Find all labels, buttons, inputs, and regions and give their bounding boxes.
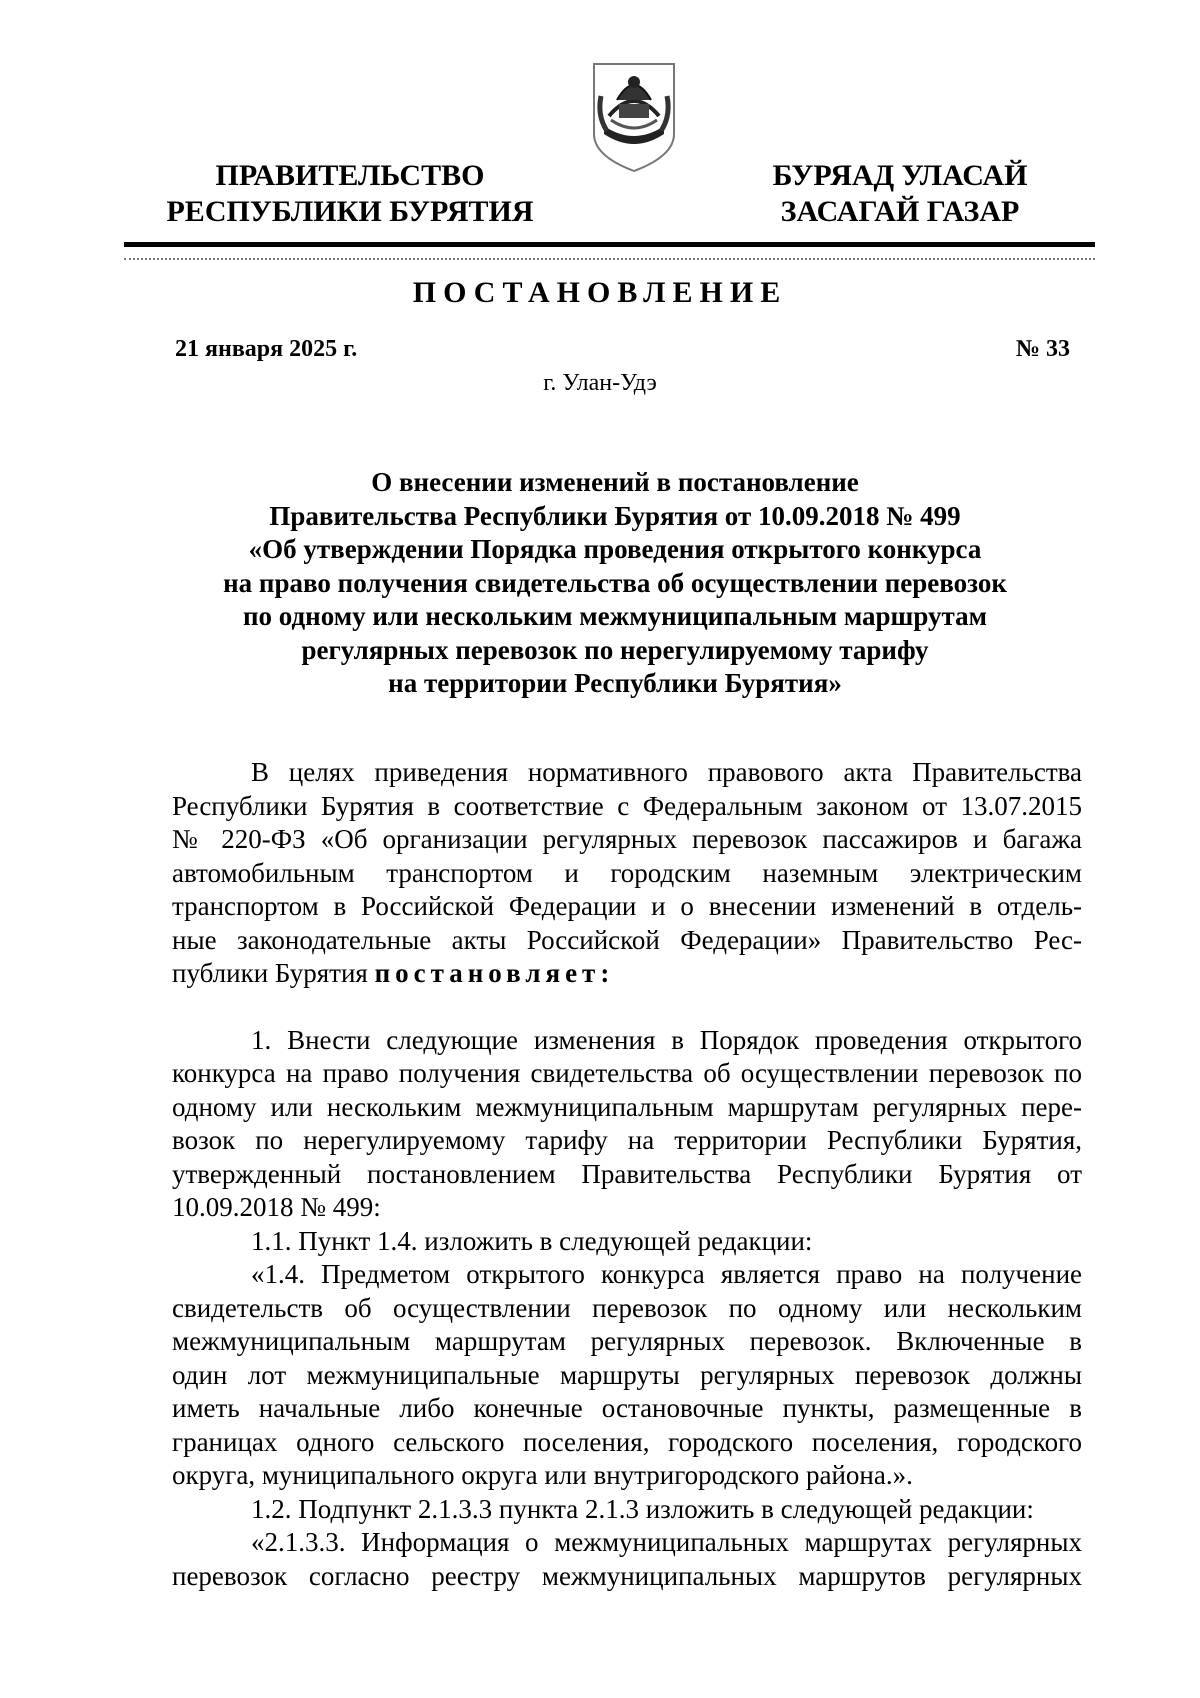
header-divider (124, 242, 1095, 247)
decree-word: постановляет: (374, 958, 615, 988)
header-divider-dotted (124, 258, 1095, 260)
item-1-1-paragraph: 1.1. Пункт 1.4. изложить в следующей редакции: «1.4. Предметом открытого конкурса является право на получение свидетельств об осуществлении перевозок по одному или нескольким межмуниципальным маршрутам регулярных перевозок. Включенные в один лот межмуниципальные маршруты регулярных перевозок должны иметь начальные либо конечные остановочные пункты, размещенные в границах одного сельского поселения, городского поселения, городского округа, муниципального округа или внутригородского района.». (172, 1225, 1082, 1490)
government-name-bua: БУРЯАД УЛАСАЙ ЗАСАГАЙ ГАЗАР (772, 159, 1028, 228)
document-title: О внесении изменений в постановление Правительства Республики Бурятия от 10.09.2018 № 499 «Об утверждении Порядка проведения открытого конкурса на право получения свидетельства об осуществлении перевозок по одному или нескольким межмуниципальным маршрутам регулярных перевозок по нерегулируемому тарифу на территории Республики Бурятия» (223, 467, 1007, 698)
document-type: ПОСТАНОВЛЕНИЕ (412, 276, 788, 309)
preamble-paragraph: В целях приведения нормативного правового акта Правительства Республики Бурятия в соответствие с Федеральным законом от 13.07.2015 № 220-ФЗ «Об организации регулярных перевозок пассажиров и багажа автомобильным транспортом и городским наземным электрическим транспортом в Российской Федерации и о внесении изменений в отдель- ные законодательные акты Российской Федерации» Правительство Рес- публики Бурятия постановляет: (172, 757, 1082, 988)
item-1-2-paragraph: 1.2. Подпункт 2.1.3.3 пункта 2.1.3 изложить в следующей редакции: «2.1.3.3. Информация о межмуниципальных маршрутах регулярных перевозок согласно реестру межмуниципальных маршрутов регулярных (172, 1493, 1082, 1591)
government-name-ru: ПРАВИТЕЛЬСТВО РЕСПУБЛИКИ БУРЯТИЯ (166, 159, 534, 228)
document-city: г. Улан-Удэ (543, 370, 657, 396)
document-body (172, 756, 1082, 1593)
document-date: 21 января 2025 г. (175, 336, 358, 362)
document-number: № 33 (1015, 336, 1070, 362)
coat-of-arms-emblem (589, 56, 679, 176)
item-1-paragraph: 1. Внести следующие изменения в Порядок проведения открытого конкурса на право получения свидетельства об осуществлении перевозок по одному или нескольким межмуниципальным маршрутам регулярных пере- возок по нерегулируемому тарифу на территории Республики Бурятия, утвержденный постановлением Правительства Республики Бурятия от 10.09.2018 № 499: (172, 1024, 1082, 1222)
